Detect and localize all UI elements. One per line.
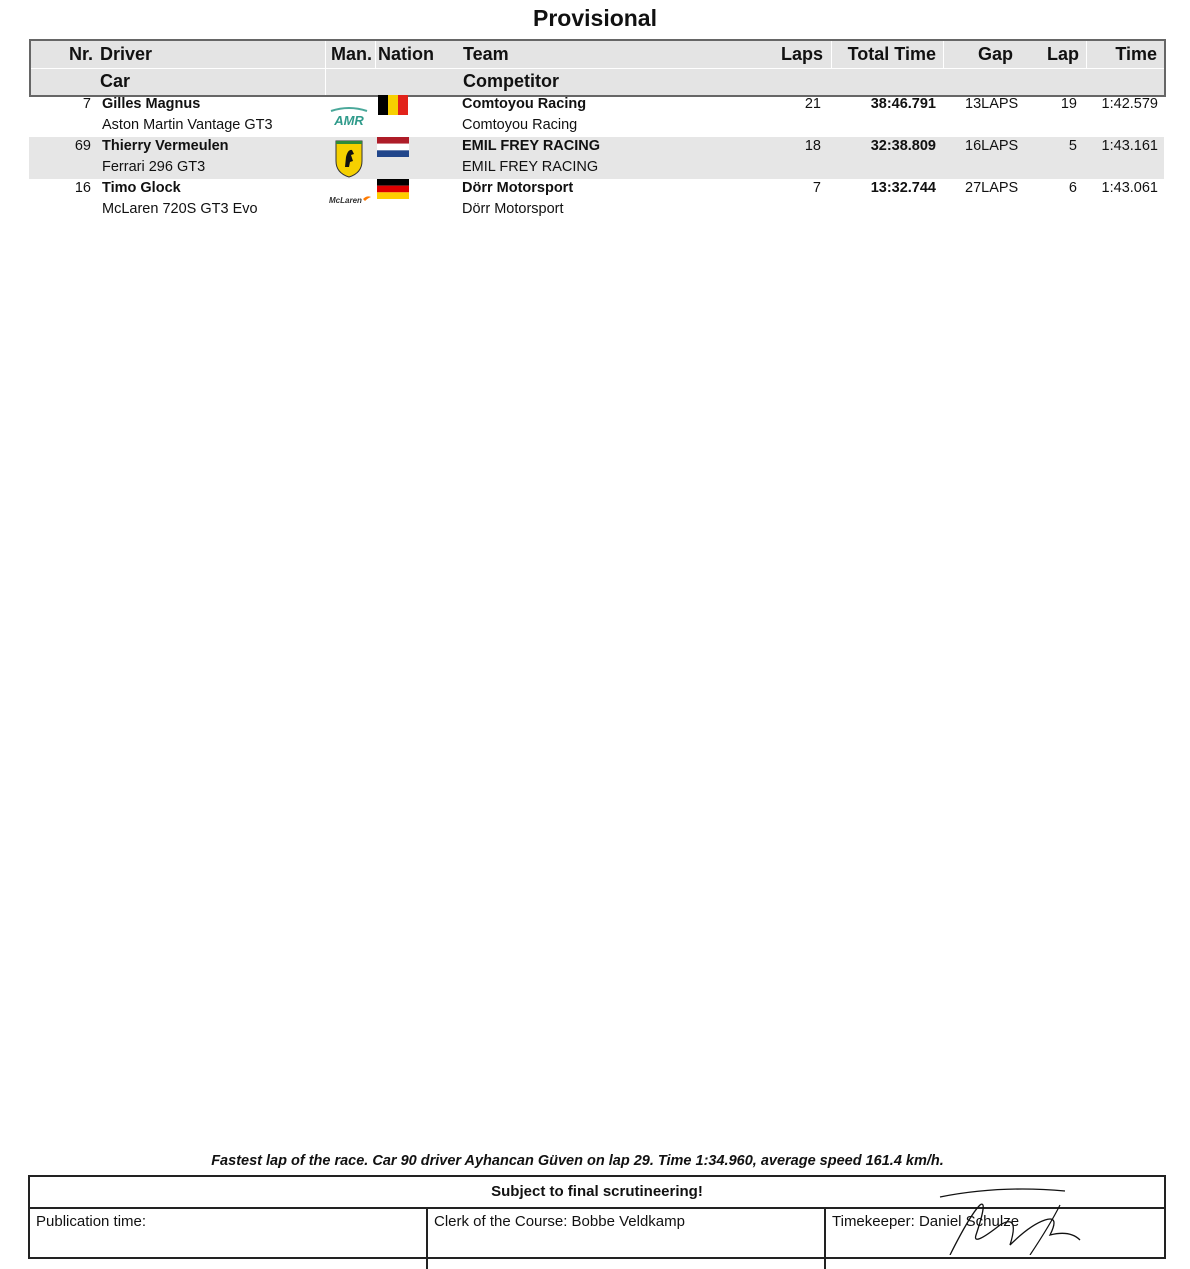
belgium-flag-icon bbox=[377, 95, 409, 115]
page-title: Provisional bbox=[533, 5, 657, 31]
header-car: Car bbox=[100, 71, 131, 91]
header-divider bbox=[325, 68, 326, 95]
header-team: Team bbox=[463, 44, 509, 64]
gap: 13LAPS bbox=[965, 96, 1019, 112]
total-time: 32:38.809 bbox=[870, 138, 936, 154]
laps: 21 bbox=[804, 96, 821, 112]
car-number: 69 bbox=[74, 138, 91, 154]
car-number: 7 bbox=[82, 96, 91, 112]
header-nr: Nr. bbox=[68, 44, 93, 64]
header-time: Time bbox=[1115, 44, 1157, 64]
car-model: McLaren 720S GT3 Evo bbox=[102, 201, 258, 217]
team-name: EMIL FREY RACING bbox=[462, 138, 601, 154]
signature-icon bbox=[880, 1185, 1090, 1255]
car-model: Ferrari 296 GT3 bbox=[102, 159, 206, 175]
header-divider bbox=[943, 41, 944, 68]
header-divider bbox=[375, 41, 376, 68]
team-name: Comtoyou Racing bbox=[462, 96, 587, 112]
header-divider bbox=[325, 41, 326, 68]
fastest-lap-note: Fastest lap of the race. Car 90 driver Ayhancan Güven on lap 29. Time 1:34.960, average speed 161.4 km/h. bbox=[211, 1153, 944, 1169]
best-lap: 19 bbox=[1060, 96, 1077, 112]
best-lap: 6 bbox=[1068, 180, 1077, 196]
total-time: 13:32.744 bbox=[870, 180, 936, 196]
amr-logo-icon bbox=[327, 103, 371, 129]
gap: 27LAPS bbox=[965, 180, 1019, 196]
mclaren-logo-icon bbox=[327, 193, 373, 207]
header-competitor: Competitor bbox=[463, 71, 559, 91]
result-row bbox=[29, 179, 1164, 221]
results-table-header bbox=[29, 39, 1166, 97]
publication-time: Publication time: bbox=[36, 1213, 147, 1230]
laps: 7 bbox=[812, 180, 821, 196]
svg-text:McLaren: McLaren bbox=[329, 196, 362, 205]
laps: 18 bbox=[804, 138, 821, 154]
header-laps: Laps bbox=[780, 44, 823, 64]
car-number: 16 bbox=[74, 180, 91, 196]
header-divider bbox=[1086, 41, 1087, 68]
result-row bbox=[29, 137, 1164, 179]
timekeeper: Timekeeper: Daniel Schulze bbox=[824, 1209, 1164, 1269]
driver-name: Timo Glock bbox=[102, 180, 181, 196]
car-model: Aston Martin Vantage GT3 bbox=[102, 117, 273, 133]
header-lap: Lap bbox=[1046, 44, 1079, 64]
gap: 16LAPS bbox=[965, 138, 1019, 154]
header-man: Man. bbox=[331, 44, 373, 64]
netherlands-flag-icon bbox=[377, 137, 409, 157]
header-driver: Driver bbox=[100, 44, 153, 64]
best-lap: 5 bbox=[1068, 138, 1077, 154]
driver-name: Thierry Vermeulen bbox=[102, 138, 229, 154]
header-gap: Gap bbox=[977, 44, 1013, 64]
driver-name: Gilles Magnus bbox=[102, 96, 201, 112]
header-nation: Nation bbox=[378, 44, 434, 64]
best-time: 1:43.061 bbox=[1101, 180, 1158, 196]
header-separator bbox=[31, 68, 1164, 69]
competitor-name: Comtoyou Racing bbox=[462, 117, 578, 133]
total-time: 38:46.791 bbox=[870, 96, 936, 112]
competitor-name: Dörr Motorsport bbox=[462, 201, 564, 217]
team-name: Dörr Motorsport bbox=[462, 180, 574, 196]
scrutineering-notice: Subject to final scrutineering! bbox=[30, 1177, 1164, 1209]
clerk-of-course: Clerk of the Course: Bobbe Veldkamp bbox=[426, 1209, 824, 1269]
ferrari-logo-icon bbox=[333, 139, 365, 179]
header-divider bbox=[831, 41, 832, 68]
best-time: 1:42.579 bbox=[1101, 96, 1158, 112]
svg-text:AMR: AMR bbox=[334, 113, 364, 128]
header-total-time: Total Time bbox=[847, 44, 936, 64]
germany-flag-icon bbox=[377, 179, 409, 199]
result-row bbox=[29, 95, 1164, 137]
competitor-name: EMIL FREY RACING bbox=[462, 159, 599, 175]
best-time: 1:43.161 bbox=[1101, 138, 1158, 154]
